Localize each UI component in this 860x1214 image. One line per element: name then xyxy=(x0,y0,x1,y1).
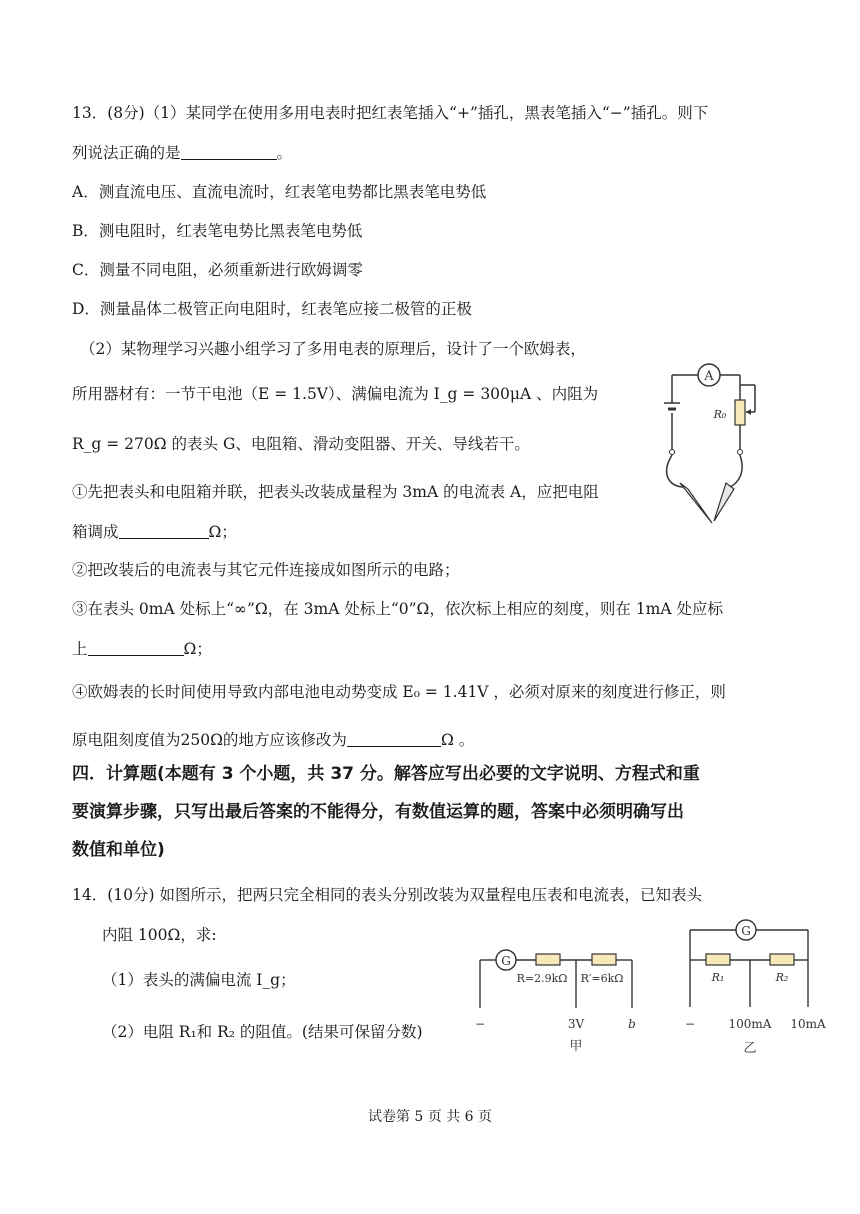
q13-step3-line2 xyxy=(72,638,212,660)
answer-blank-13-2[interactable] xyxy=(119,522,209,539)
terminal-10ma-label: 10mA xyxy=(790,1017,826,1031)
q13-step1-line1: ①先把表头和电阻箱并联，把表头改装成量程为 3mA 的电流表 A，应把电阻 xyxy=(72,483,599,501)
q13-line2-end: 。 xyxy=(276,144,293,162)
rheostat-icon xyxy=(735,400,745,425)
terminal-minus-label: − xyxy=(684,1017,696,1031)
terminal-100ma-label: 100mA xyxy=(728,1017,772,1031)
section4-heading-line3: 数值和单位) xyxy=(72,840,165,860)
q14-sub2: （2）电阻 R₁和 R₂ 的阻值。(结果可保留分数) xyxy=(102,1023,423,1041)
q13-option-a: A．测直流电压、直流电流时，红表笔电势都比黑表笔电势低 xyxy=(72,183,487,201)
q13-step4-text: 原电阻刻度值为250Ω的地方应该修改为 xyxy=(72,731,347,749)
resistor-r-label: R=2.9kΩ xyxy=(516,972,568,985)
answer-blank-13-1[interactable] xyxy=(181,143,277,160)
resistor-r-prime-label: R′=6kΩ xyxy=(580,972,624,985)
resistor-r1-label: R₁ xyxy=(711,971,725,984)
terminal-b-label: b xyxy=(628,1017,636,1031)
ammeter-circuit-yi xyxy=(680,915,830,1080)
galvanometer-label: G xyxy=(501,954,511,968)
q13-option-c: C．测量不同电阻，必须重新进行欧姆调零 xyxy=(72,261,363,279)
q13-step4-line1: ④欧姆表的长时间使用导致内部电池电动势变成 E₀ = 1.41V ，必须对原来的刻度进行修正，则 xyxy=(72,683,726,701)
answer-blank-13-4[interactable] xyxy=(347,730,441,747)
q13-option-d: D．测量晶体二极管正向电阻时，红表笔应接二极管的正极 xyxy=(72,300,472,318)
section4-heading-line2: 要演算步骤，只写出最后答案的不能得分，有数值运算的题，答案中必须明确写出 xyxy=(72,802,684,822)
q13-line2 xyxy=(72,142,292,164)
resistor-r2-icon xyxy=(770,954,794,965)
ohmmeter-circuit-diagram xyxy=(640,355,780,525)
q14-sub1: （1）表头的满偏电流 I_g； xyxy=(102,971,296,989)
section4-heading-line1: 四．计算题(本题有 3 个小题，共 37 分。解答应写出必要的文字说明、方程式和重 xyxy=(72,764,700,784)
terminal-3v-label: 3V xyxy=(567,1017,585,1031)
probe-right-icon xyxy=(714,483,734,521)
q13-part2-line2: 所用器材有：一节干电池（E = 1.5V）、满偏电流为 I_g = 300μA 、内阻为 xyxy=(72,385,599,403)
q13-step4-line2 xyxy=(72,729,474,751)
q13-part2-line3: R_g = 270Ω 的表头 G、电阻箱、滑动变阻器、开关、导线若干。 xyxy=(72,435,530,453)
resistor-r-prime-icon xyxy=(592,954,616,965)
q13-step3-line1: ③在表头 0mA 处标上“∞”Ω，在 3mA 处标上“0”Ω，依次标上相应的刻度，则在 1mA 处应标 xyxy=(72,600,723,618)
probe-left-icon xyxy=(680,483,712,523)
q14-line1: 14．(10分) 如图所示，把两只完全相同的表头分别改装为双量程电压表和电流表，已知表头 xyxy=(72,886,702,904)
resistor-r1-icon xyxy=(706,954,730,965)
rheostat-label: R₀ xyxy=(713,408,727,421)
resistor-r2-label: R₂ xyxy=(775,971,789,984)
q13-step1-unit: Ω； xyxy=(208,523,237,541)
q13-line2-text: 列说法正确的是 xyxy=(72,144,181,162)
q14-line2: 内阻 100Ω，求: xyxy=(102,926,217,944)
q13-step3-unit: Ω； xyxy=(183,640,212,658)
q13-step2: ②把改装后的电流表与其它元件连接成如图所示的电路； xyxy=(72,561,460,579)
q13-step1-text: 箱调成 xyxy=(72,523,119,541)
q13-option-b: B．测电阻时，红表笔电势比黑表笔电势低 xyxy=(72,222,363,240)
q13-step3-text: 上 xyxy=(72,640,88,658)
ammeter-label: A xyxy=(704,369,714,384)
q13-part2-line1: （2）某物理学习兴趣小组学习了多用电表的原理后，设计了一个欧姆表， xyxy=(80,340,586,358)
page-footer: 试卷第 5 页 共 6 页 xyxy=(367,1109,493,1125)
voltmeter-circuit-jia xyxy=(472,940,652,1060)
q13-step4-unit: Ω 。 xyxy=(440,731,475,749)
terminal-minus-label: − xyxy=(474,1017,486,1031)
figure-caption-yi: 乙 xyxy=(743,1041,757,1056)
figure-caption-jia: 甲 xyxy=(569,1039,583,1054)
galvanometer-label: G xyxy=(741,924,751,938)
q13-line1: 13．(8分)（1）某同学在使用多用电表时把红表笔插入“+”插孔，黑表笔插入“−”插孔。则下 xyxy=(72,104,709,122)
resistor-r-icon xyxy=(536,954,560,965)
q13-step1-line2 xyxy=(72,521,237,543)
answer-blank-13-3[interactable] xyxy=(88,639,184,656)
